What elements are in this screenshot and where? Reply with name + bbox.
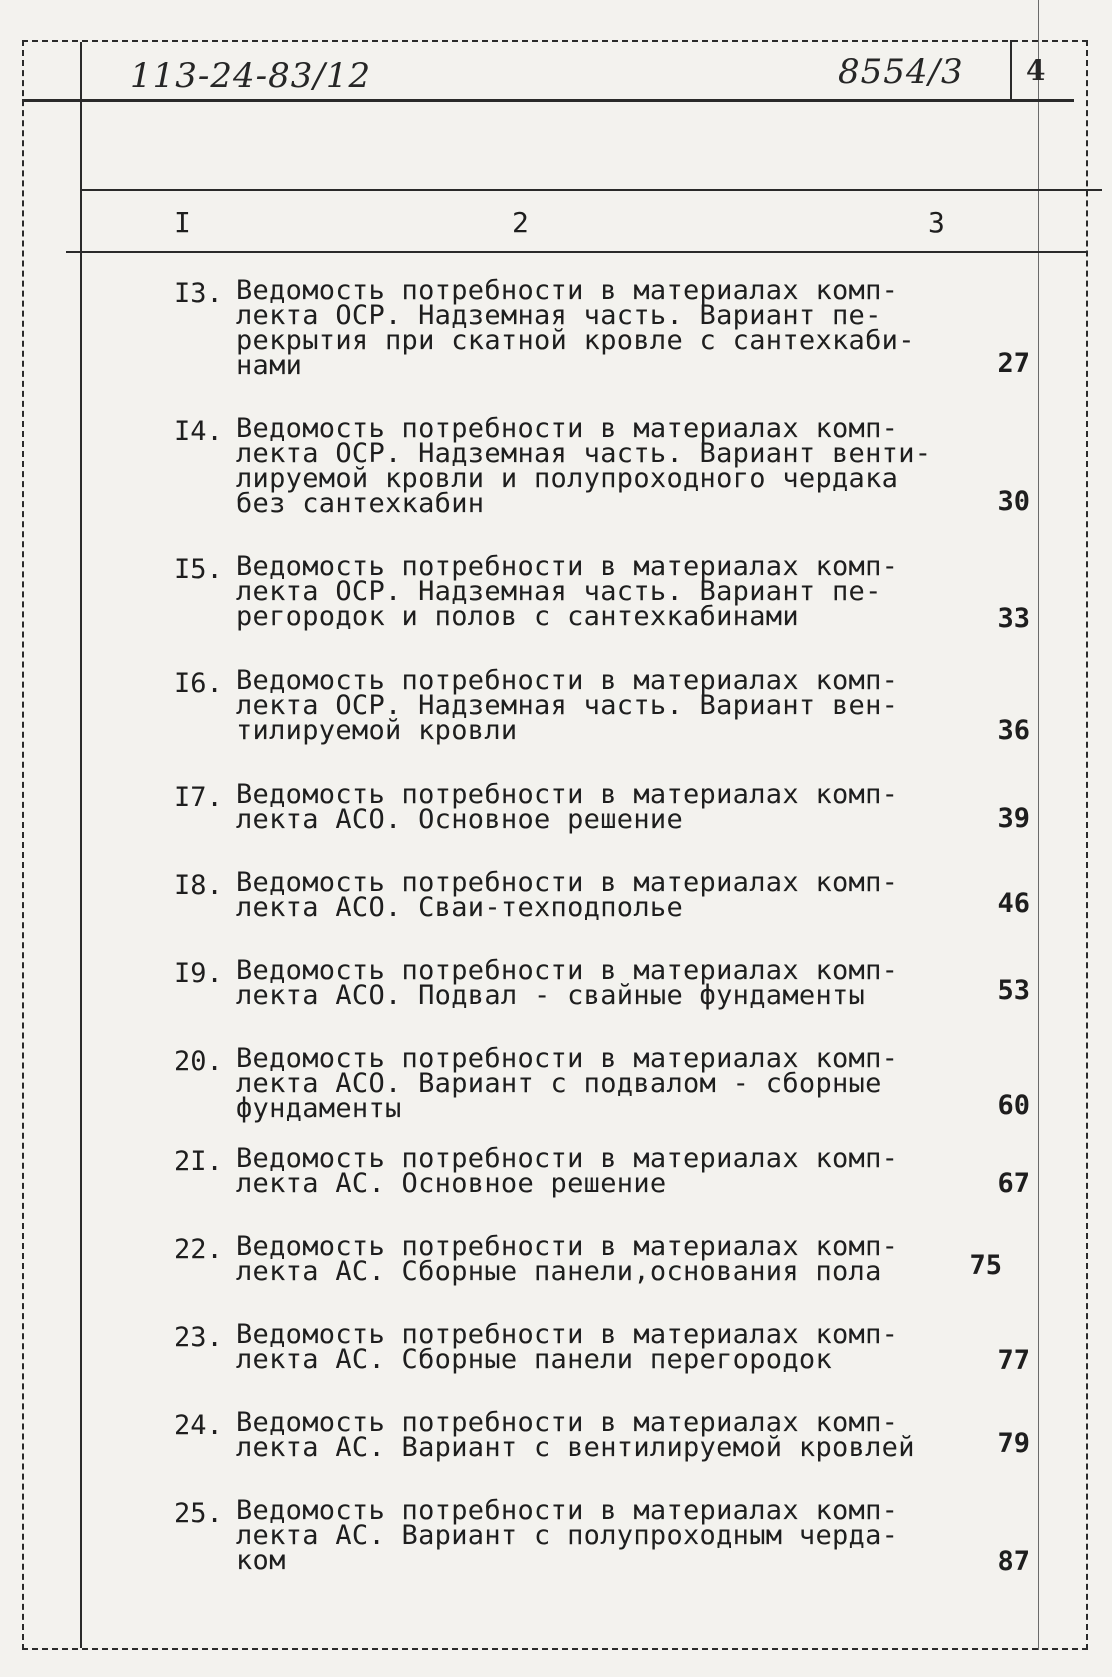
column-header-3: 3 [928,206,945,239]
item-number: I7. [174,782,223,813]
column-header-2: 2 [512,206,529,239]
item-page: 39 [997,803,1030,834]
item-title: Ведомость потребности в материалах комп- лекта АСО. Сваи-техподполье [236,867,899,923]
item-page: 53 [997,975,1030,1006]
table-head-rule [66,251,1086,253]
item-number: 25. [174,1498,223,1529]
item-page: 30 [997,486,1030,517]
item-number: I9. [174,958,223,989]
document-code: 113-24-83/12 [130,56,372,96]
item-title: Ведомость потребности в материалах комп- лекта АС. Основное решение [236,1143,899,1199]
item-number: I3. [174,278,223,309]
column-header-1: I [174,206,191,239]
inventory-number: 8554/3 [838,52,964,92]
sheet-box-divider [1010,40,1012,100]
item-title: Ведомость потребности в материалах комп- лекта АС. Сборные панели перегородок [236,1319,899,1375]
item-page: 75 [969,1250,1002,1281]
item-number: I5. [174,554,223,585]
item-number: 20. [174,1046,223,1077]
header-rule [22,99,1074,102]
item-title: Ведомость потребности в материалах комп- лекта ОСР. Надземная часть. Вариант пе- рекрытия при скатной кровле с сантехкаби- нами [236,275,915,381]
sheet-number: 4 [1026,54,1047,87]
item-title: Ведомость потребности в материалах комп- лекта АС. Сборные панели,основания пола [236,1231,899,1287]
item-number: 2I. [174,1146,223,1177]
item-title: Ведомость потребности в материалах комп- лекта ОСР. Надземная часть. Вариант вен- тилируемой кровли [236,665,899,746]
item-title: Ведомость потребности в материалах комп- лекта ОСР. Надземная часть. Вариант пе- регородок и полов с сантехкабинами [236,551,899,632]
item-page: 67 [997,1168,1030,1199]
item-title: Ведомость потребности в материалах комп- лекта АС. Вариант с полупроходным черда- ком [236,1495,899,1576]
item-number: 22. [174,1234,223,1265]
item-page: 60 [997,1090,1030,1121]
item-page: 27 [997,348,1030,379]
item-title: Ведомость потребности в материалах комп- лекта ОСР. Надземная часть. Вариант венти- лируемой кровли и полупроходного чердака без сантехкабин [236,413,932,519]
item-number: I8. [174,870,223,901]
item-page: 36 [997,715,1030,746]
item-title: Ведомость потребности в материалах комп- лекта АСО. Вариант с подвалом - сборные фундаменты [236,1043,899,1124]
item-page: 46 [997,888,1030,919]
item-title: Ведомость потребности в материалах комп- лекта АСО. Подвал - свайные фундаменты [236,955,899,1011]
item-page: 77 [997,1345,1030,1376]
item-page: 87 [997,1546,1030,1577]
item-number: I4. [174,416,223,447]
item-number: 23. [174,1322,223,1353]
table-top-rule [80,189,1102,191]
item-title: Ведомость потребности в материалах комп- лекта АСО. Основное решение [236,779,899,835]
item-title: Ведомость потребности в материалах комп- лекта АС. Вариант с вентилируемой кровлей [236,1407,915,1463]
item-number: I6. [174,668,223,699]
left-margin-line [80,42,82,1648]
item-page: 33 [997,603,1030,634]
right-margin-line [1038,0,1039,1650]
item-number: 24. [174,1410,223,1441]
item-page: 79 [997,1428,1030,1459]
